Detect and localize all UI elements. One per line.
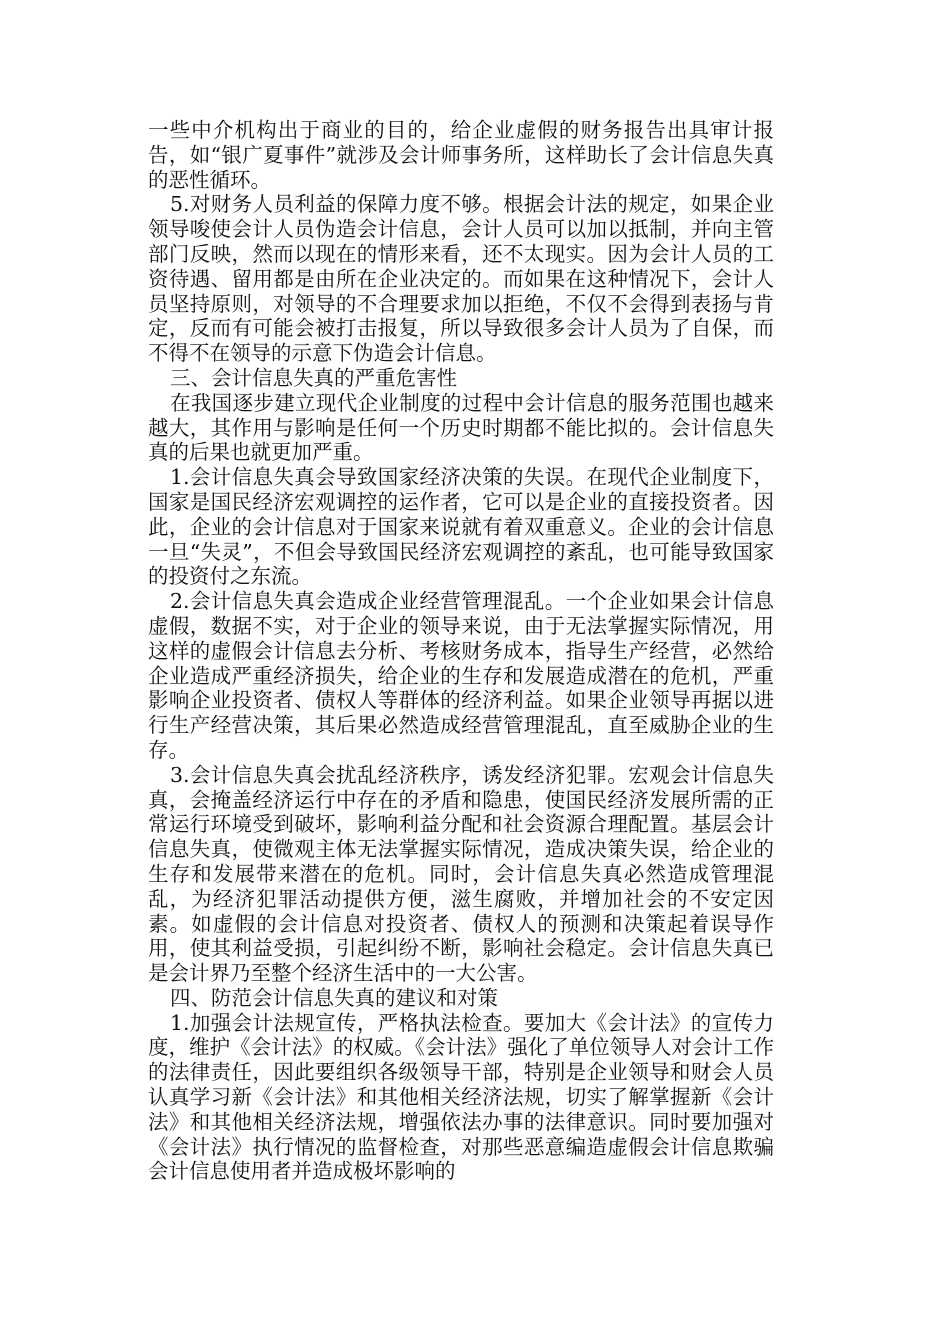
paragraph-harm-2: 2.会计信息失真会造成企业经营管理混乱。一个企业如果会计信息虚假，数据不实，对于企业的领导来说，由于无法掌握实际情况，用这样的虚假会计信息去分析、考核财务成本，指导生产经营，必然给企业造成严重经济损失，给企业的生存和发展造成潜在的危机，严重影响企业投资者、债权人等群体的经济利益。如果企业领导再据以进行生产经营决策，其后果必然造成经营管理混乱，直至威胁企业的生存。 [148, 589, 774, 762]
paragraph-continuation: 一些中介机构出于商业的目的，给企业虚假的财务报告出具审计报告，如“银广夏事件”就涉及会计师事务所，这样助长了会计信息失真的恶性循环。 [148, 118, 774, 192]
paragraph-item-5: 5.对财务人员利益的保障力度不够。根据会计法的规定，如果企业领导唆使会计人员伪造会计信息，会计人员可以加以抵制，并向主管部门反映，然而以现在的情形来看，还不太现实。因为会计人员的工资待遇、留用都是由所在企业决定的。而如果在这种情况下，会计人员坚持原则，对领导的不合理要求加以拒绝，不仅不会得到表扬与肯定，反而有可能会被打击报复，所以导致很多会计人员为了自保，而不得不在领导的示意下伪造会计信息。 [148, 192, 774, 366]
paragraph-harm-3: 3.会计信息失真会扰乱经济秩序，诱发经济犯罪。宏观会计信息失真，会掩盖经济运行中存在的矛盾和隐患，使国民经济发展所需的正常运行环境受到破坏，影响利益分配和社会资源合理配置。基层会计信息失真，使微观主体无法掌握实际情况，造成决策失误，给企业的生存和发展带来潜在的危机。同时，会计信息失真必然造成管理混乱，为经济犯罪活动提供方便，滋生腐败，并增加社会的不安定因素。如虚假的会计信息对投资者、债权人的预测和决策起着误导作用，使其利益受损，引起纠纷不断，影响社会稳定。会计信息失真已是会计界乃至整个经济生活中的一大公害。 [148, 762, 774, 986]
section-heading-4: 四、防范会计信息失真的建议和对策 [170, 985, 498, 1010]
section-heading-3: 三、会计信息失真的严重危害性 [170, 365, 457, 390]
paragraph-measure-1: 1.加强会计法规宣传，严格执法检查。要加大《会计法》的宣传力度，维护《会计法》的权威。《会计法》强化了单位领导人对会计工作的法律责任，因此要组织各级领导干部，特别是企业领导和财会人员认真学习新《会计法》和其他相关经济法规，切实了解掌握新《会计法》和其他相关经济法规，增强依法办事的法律意识。同时要加强对《会计法》执行情况的监督检查，对那些恶意编造虚假会计信息欺骗会计信息使用者并造成极坏影响的 [148, 1010, 774, 1184]
document-body [148, 118, 774, 1184]
paragraph-section-3-intro: 在我国逐步建立现代企业制度的过程中会计信息的服务范围也越来越大，其作用与影响是任何一个历史时期都不能比拟的。会计信息失真的后果也就更加严重。 [148, 390, 774, 465]
paragraph-harm-1: 1.会计信息失真会导致国家经济决策的失误。在现代企业制度下，国家是国民经济宏观调控的运作者，它可以是企业的直接投资者。因此，企业的会计信息对于国家来说就有着双重意义。企业的会计信息一旦“失灵”，不但会导致国民经济宏观调控的紊乱，也可能导致国家的投资付之东流。 [148, 465, 774, 589]
